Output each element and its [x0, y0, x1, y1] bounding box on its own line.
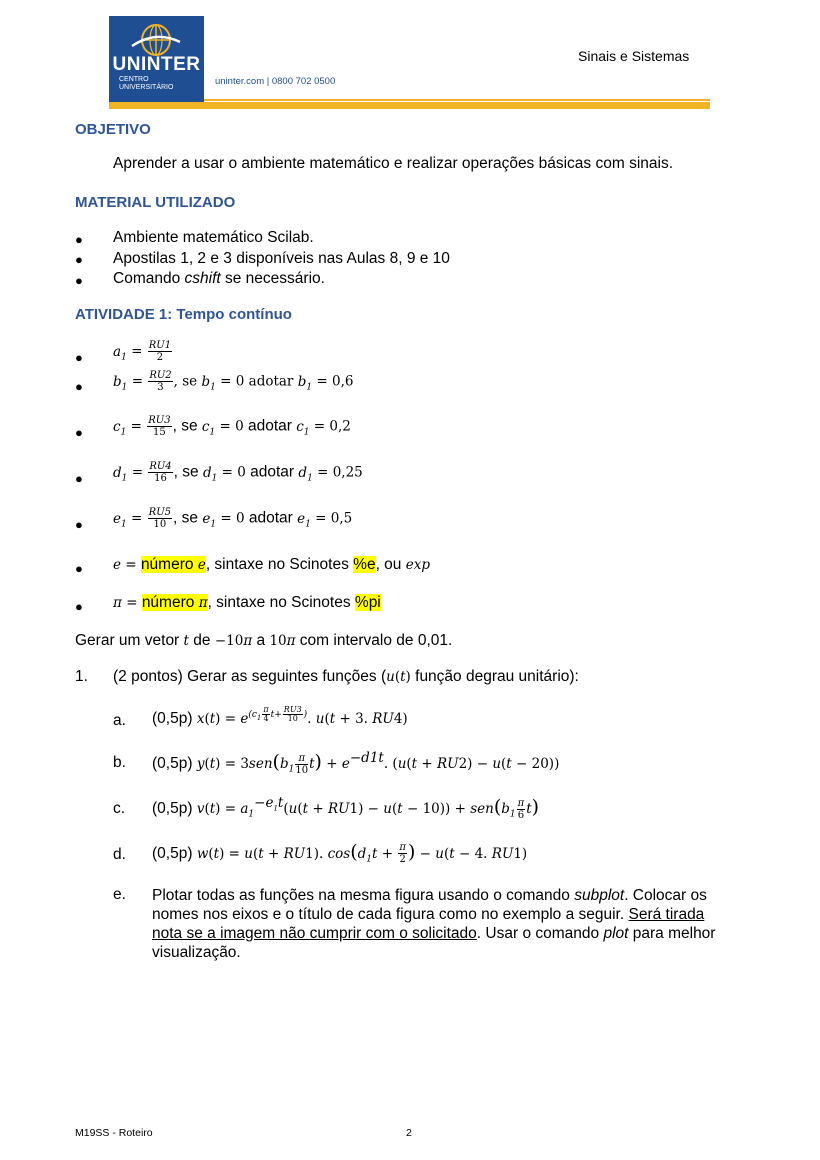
- item-d-formula: (0,5p) w(t) = u(t + RU1). $\cos(d_1t$ + $\frac{\pi}{2}$ ) − u(t − 4. RU1): [152, 841, 528, 866]
- var-a1: $a_1$ = $\frac{RU1}{2}$: [113, 340, 172, 363]
- item-a-formula: (0,5p) $x(t) = e^{(c_1 \frac{\pi}{4} t+ \frac{RU3}{10} )}$. u(t + 3. RU4): [152, 705, 408, 728]
- header-rule-thin: [204, 99, 710, 101]
- bullet-icon: ●: [75, 379, 83, 394]
- contact-info: uninter.com | 0800 702 0500: [215, 76, 336, 87]
- bullet-icon: ●: [75, 471, 83, 486]
- question-1-text: (2 pontos) Gerar as seguintes funções (u(t) função degrau unitário):: [113, 668, 579, 685]
- material-item-3: Comando cshift se necessário.: [113, 270, 325, 287]
- bullet-icon: ●: [75, 599, 83, 614]
- objetivo-heading: OBJETIVO: [75, 121, 151, 138]
- footer-left: M19SS - Roteiro: [75, 1127, 153, 1139]
- globe-icon: [130, 22, 182, 58]
- item-b-label: b.: [113, 754, 126, 771]
- item-d-label: d.: [113, 846, 126, 863]
- page-number: 2: [406, 1127, 412, 1139]
- material-heading: MATERIAL UTILIZADO: [75, 194, 236, 211]
- bullet-icon: ●: [75, 232, 83, 247]
- bullet-icon: ●: [75, 561, 83, 576]
- logo-name: UNINTER: [112, 54, 201, 75]
- var-b1: $b_1$ = $\frac{RU2}{3}$ , se $b_1 = 0$ adotar $b_1 = 0,6$: [113, 370, 354, 393]
- bullet-icon: ●: [75, 350, 83, 365]
- var-pi: π = número π, sintaxe no Scinotes %pi: [113, 594, 381, 611]
- objetivo-text: Aprender a usar o ambiente matemático e realizar operações básicas com sinais.: [113, 155, 673, 172]
- item-b-formula: (0,5p) $y(t) = 3sen(b_1$ $\frac{\pi}{10}$ $t) + e^{-d1t}$. (u(t + RU2) − u(t − 20)): [152, 750, 560, 776]
- question-number: 1.: [75, 668, 88, 685]
- bullet-icon: ●: [75, 252, 83, 267]
- uninter-logo: [109, 16, 204, 104]
- var-d1: $d_1$ = $\frac{RU4}{16}$ , se $d_1 = 0$ adotar $d_1 = 0,25$: [113, 461, 363, 484]
- vetor-instruction: Gerar um vetor t de −10π a 10π com intervalo de 0,01.: [75, 632, 453, 649]
- logo-subtitle: [119, 76, 173, 92]
- item-a-label: a.: [113, 712, 126, 729]
- bullet-icon: ●: [75, 273, 83, 288]
- material-item-1: Ambiente matemático Scilab.: [113, 229, 314, 246]
- item-e-label: e.: [113, 886, 126, 903]
- item-c-formula: (0,5p) $v(t) = a_1^{-e_1t}(u(t + RU1) - u(t - 10)) + sen(b_1$ $\frac{\pi}{6}$ t): [152, 795, 540, 821]
- bullet-icon: ●: [75, 425, 83, 440]
- bullet-icon: ●: [75, 517, 83, 532]
- course-title: Sinais e Sistemas: [578, 48, 690, 64]
- logo-sub-1: CENTRO: [119, 76, 149, 83]
- var-c1: $c_1$ = $\frac{RU3}{15}$ , se $c_1 = 0$ adotar $c_1 = 0,2$: [113, 415, 351, 438]
- var-e: e = número e, sintaxe no Scinotes %e, ou exp: [113, 556, 430, 573]
- item-e-text: Plotar todas as funções na mesma figura usando o comando subplot. Colocar os nomes nos eixos e o título de cada figura como no exemplo a seguir. Será tirada nota se a imagem não cumprir com o solicitado. Usar o comando plot para melhor visualização.: [152, 887, 716, 961]
- atividade-heading: ATIVIDADE 1: Tempo contínuo: [75, 306, 292, 323]
- var-e1: $e_1$ = $\frac{RU5}{10}$ , se $e_1 = 0$ adotar $e_1 = 0,5$: [113, 507, 353, 530]
- material-item-2: Apostilas 1, 2 e 3 disponíveis nas Aulas 8, 9 e 10: [113, 250, 450, 267]
- header-rule: [109, 102, 710, 109]
- logo-sub-2: UNIVERSITÁRIO: [119, 84, 174, 91]
- item-c-label: c.: [113, 800, 126, 817]
